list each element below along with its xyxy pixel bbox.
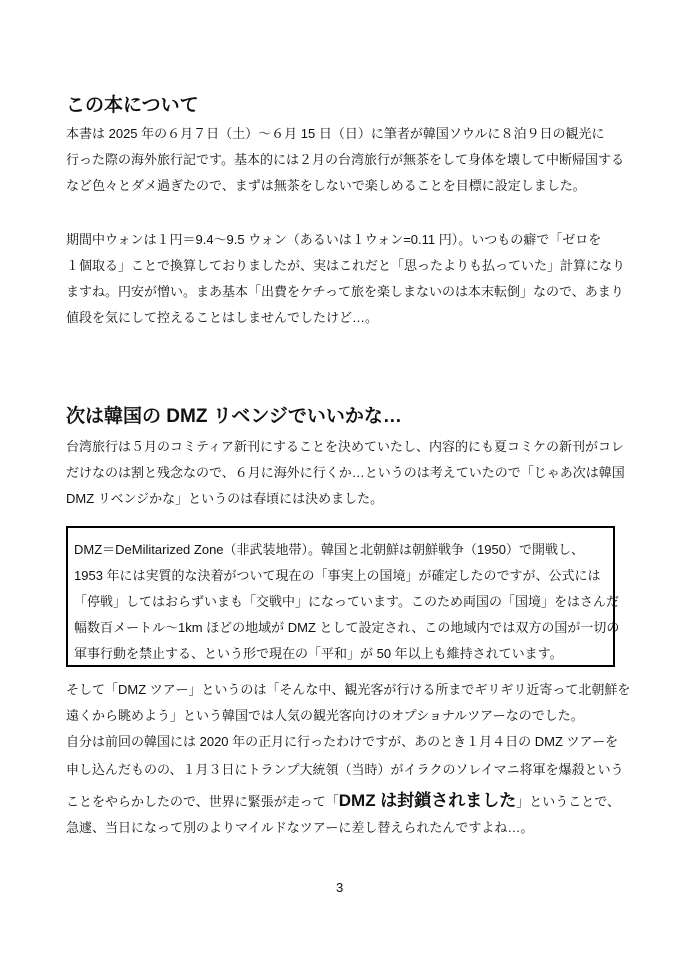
- page-number: 3: [336, 880, 344, 895]
- paragraph-line: １個取る」ことで換算しておりましたが、実はこれだと「思ったよりも払っていた」計算になり: [66, 258, 626, 273]
- paragraph-line: 遠くから眺めよう」という韓国では人気の観光客向けのオプショナルツアーなのでした。: [66, 708, 584, 723]
- paragraph-line: 期間中ウォンは１円＝9.4～9.5 ウォン（あるいは１ウォン=0.11 円）。いつもの癖で「ゼロを: [66, 232, 602, 247]
- emphasized-text: DMZ は封鎖されました: [338, 791, 517, 810]
- paragraph-line: 本書は 2025 年の６月７日（土）～６月 15 日（日）に筆者が韓国ソウルに８泊９日の観光に: [66, 126, 605, 141]
- paragraph-line: 台湾旅行は５月のコミティア新刊にすることを決めていたし、内容的にも夏コミケの新刊がコレ: [66, 439, 624, 454]
- paragraph-line: 値段を気にして控えることはしませんでしたけど…。: [66, 310, 379, 325]
- paragraph-line: ますね。円安が憎い。まあ基本「出費をケチって旅を楽しまないのは本末転倒」なので、あまり: [66, 284, 624, 299]
- paragraph-line: 申し込んだものの、１月３日にトランプ大統領（当時）がイラクのソレイマニ将軍を爆殺という: [66, 762, 624, 777]
- note-line: 軍事行動を禁止する、という形で現在の「平和」が 50 年以上も維持されています。: [74, 646, 563, 661]
- text: 」ということで、: [516, 794, 621, 809]
- paragraph-line: だけなのは割と残念なので、６月に海外に行くか…というのは考えていたので「じゃあ次は韓国: [66, 465, 625, 480]
- paragraph-line: DMZ リベンジかな」というのは春頃には決めました。: [66, 491, 384, 506]
- text: ことをやらかしたので、世界に緊張が走って「: [66, 794, 339, 809]
- paragraph-line: そして「DMZ ツアー」というのは「そんな中、観光客が行ける所までギリギリ近寄って北朝鮮を: [66, 682, 631, 697]
- note-line: 幅数百メートル～1km ほどの地域が DMZ として設定され、この地域内では双方の国が一切の: [74, 620, 620, 635]
- paragraph-line-emphasis: [66, 790, 620, 813]
- section-heading-dmz: 次は韓国の DMZ リベンジでいいかな…: [66, 406, 402, 427]
- note-line: 「停戦」してはおらずいまも「交戦中」になっています。このため両国の「国境」をはさんだ: [74, 594, 619, 609]
- dmz-note-box: [66, 526, 620, 667]
- paragraph-line: 自分は前回の韓国には 2020 年の正月に行ったわけですが、あのとき１月４日の DMZ ツアーを: [66, 734, 619, 749]
- paragraph-line: 急遽、当日になって別のよりマイルドなツアーに差し替えられたんですよね…。: [66, 820, 534, 835]
- paragraph-line: 行った際の海外旅行記です。基本的には２月の台湾旅行が無茶をして身体を壊して中断帰国する: [66, 152, 624, 167]
- section-heading-about: この本について: [66, 95, 199, 116]
- note-line: DMZ＝DeMilitarized Zone（非武装地帯）。韓国と北朝鮮は朝鮮戦争（1950）で開戦し、: [74, 542, 584, 557]
- note-line: 1953 年には実質的な決着がついて現在の「事実上の国境」が確定したのですが、公式には: [74, 568, 601, 583]
- paragraph-line: など色々とダメ過ぎたので、まずは無茶をしないで楽しめることを目標に設定しました。: [66, 178, 586, 193]
